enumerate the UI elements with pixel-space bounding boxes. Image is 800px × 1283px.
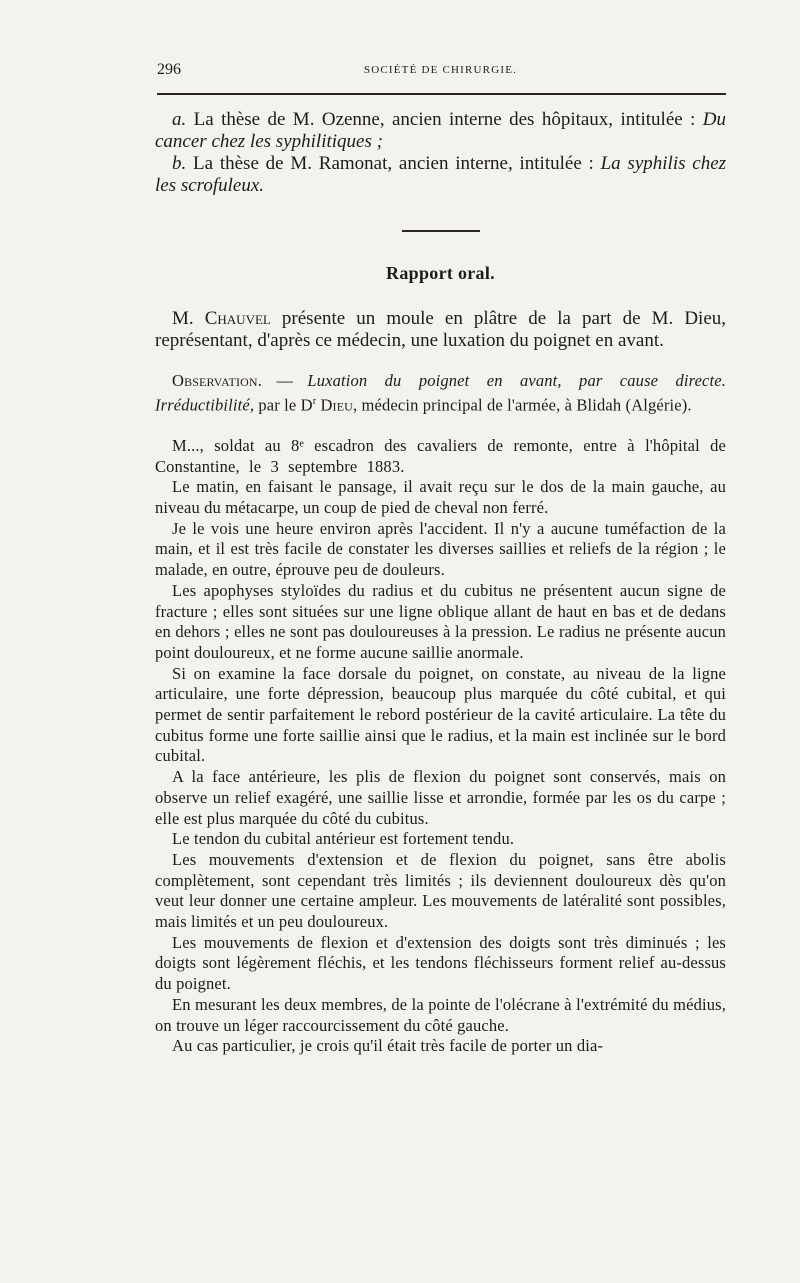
- page-number: 296: [157, 61, 181, 78]
- observation-by: par le D: [258, 395, 313, 415]
- observation-author: Dieu: [320, 395, 353, 415]
- page-header: [155, 55, 726, 81]
- paragraph: Les mouvements d'extension et de flexion du poignet, sans être abolis complètement, sont cependant très limités ; ils deviennent douloureux dès qu'on veut leur donner une certaine ampleur. Les mouvements de latéralité sont possibles, mais limités et un peu douloureux.: [155, 849, 726, 932]
- paragraph: Je le vois une heure environ après l'accident. Il n'y a aucune tuméfaction de la main, et il est très facile de constater les diverses saillies et reliefs de la région ; le malade, en outre, éprouve peu de douleurs.: [155, 518, 726, 580]
- header-rule: [157, 93, 726, 95]
- observation-heading: [155, 371, 726, 416]
- paragraph: M..., soldat au 8ᵉ escadron des cavaliers de remonte, entre à l'hôpital de Constantine, le 3 septembre 1883.: [155, 435, 726, 476]
- presenter-name: Chauvel: [204, 308, 271, 329]
- paragraph: Si on examine la face dorsale du poignet, on constate, au niveau de la ligne articulaire, une forte dépression, beaucoup plus marquée du côté cubital, et qui permet de sentir parfaitement le rebord postérieur de la cavité articulaire. La tête du cubitus forme une forte saillie ainsi que le radius, et la main est inclinée sur le bord cubital.: [155, 663, 726, 766]
- observation-dash: —: [262, 371, 308, 390]
- thesis-b-title: La syphilis: [600, 153, 686, 174]
- presentation-m: M.: [172, 308, 194, 329]
- thesis-b: [155, 153, 726, 197]
- section-divider: [402, 230, 480, 232]
- paragraph: En mesurant les deux membres, de la pointe de l'olécrane à l'extrémité du médius, on trouve un léger raccourcissement du côté gauche.: [155, 994, 726, 1035]
- paragraph: Les apophyses styloïdes du radius et du cubitus ne présentent aucun signe de fracture ; elles sont situées sur une ligne oblique allant de haut en bas et de dedans en dehors ; elles ne sont pas douloureuses à la pression. Le radius ne présente aucun point douloureux, et ne forme aucune saillie anormale.: [155, 580, 726, 662]
- theses-list: [155, 109, 726, 197]
- thesis-a-label: a.: [172, 109, 187, 130]
- observation-body: [155, 371, 726, 1057]
- paragraph: Au cas particulier, je crois qu'il était très facile de porter un dia-: [172, 1036, 604, 1056]
- observation-title: Luxation du poignet en avant, par cause directe. Irréductibilité,: [155, 371, 727, 415]
- presentation: [155, 308, 726, 352]
- paragraph: Le tendon du cubital antérieur est fortement tendu.: [172, 829, 515, 849]
- thesis-a: [155, 109, 726, 153]
- paragraph: Le matin, en faisant le pansage, il avait reçu sur le dos de la main gauche, au niveau du métacarpe, un coup de pied de cheval non ferré.: [155, 477, 726, 518]
- observation-sup: r: [312, 395, 317, 407]
- thesis-b-title-cont: chez les scrofuleux.: [155, 153, 727, 196]
- observation-rest: , médecin principal de l'armée, à Blidah (Algérie).: [353, 395, 692, 415]
- thesis-b-text: La thèse de M. Ramonat, ancien interne, intitulée :: [193, 153, 594, 174]
- section-title: Rapport oral.: [386, 263, 495, 283]
- thesis-b-label: b.: [172, 153, 187, 174]
- paragraph: Les mouvements de flexion et d'extension des doigts sont très diminués ; les doigts sont légèrement fléchis, et les tendons fléchisseurs forment relief au-dessus du poignet.: [155, 932, 726, 994]
- presentation-text: présente un moule en plâtre de la part de M. Dieu, représentant, d'après ce médecin, une luxation du poignet en avant.: [155, 308, 727, 351]
- thesis-a-title: Du cancer chez les syphilitiques ;: [155, 109, 726, 152]
- thesis-a-text: La thèse de M. Ozenne, ancien interne des hôpitaux, intitulée :: [193, 109, 696, 130]
- paragraph: A la face antérieure, les plis de flexion du poignet sont conservés, mais on observe un relief exagéré, une saillie lisse et arrondie, formée par les os du carpe ; elle est plus marquée du côté du cubitus.: [155, 767, 726, 828]
- page: [155, 55, 726, 1057]
- observation-label: Observation.: [172, 371, 263, 390]
- running-title: SOCIÉTÉ DE CHIRURGIE.: [363, 64, 518, 76]
- presentation-paragraph: [155, 308, 726, 352]
